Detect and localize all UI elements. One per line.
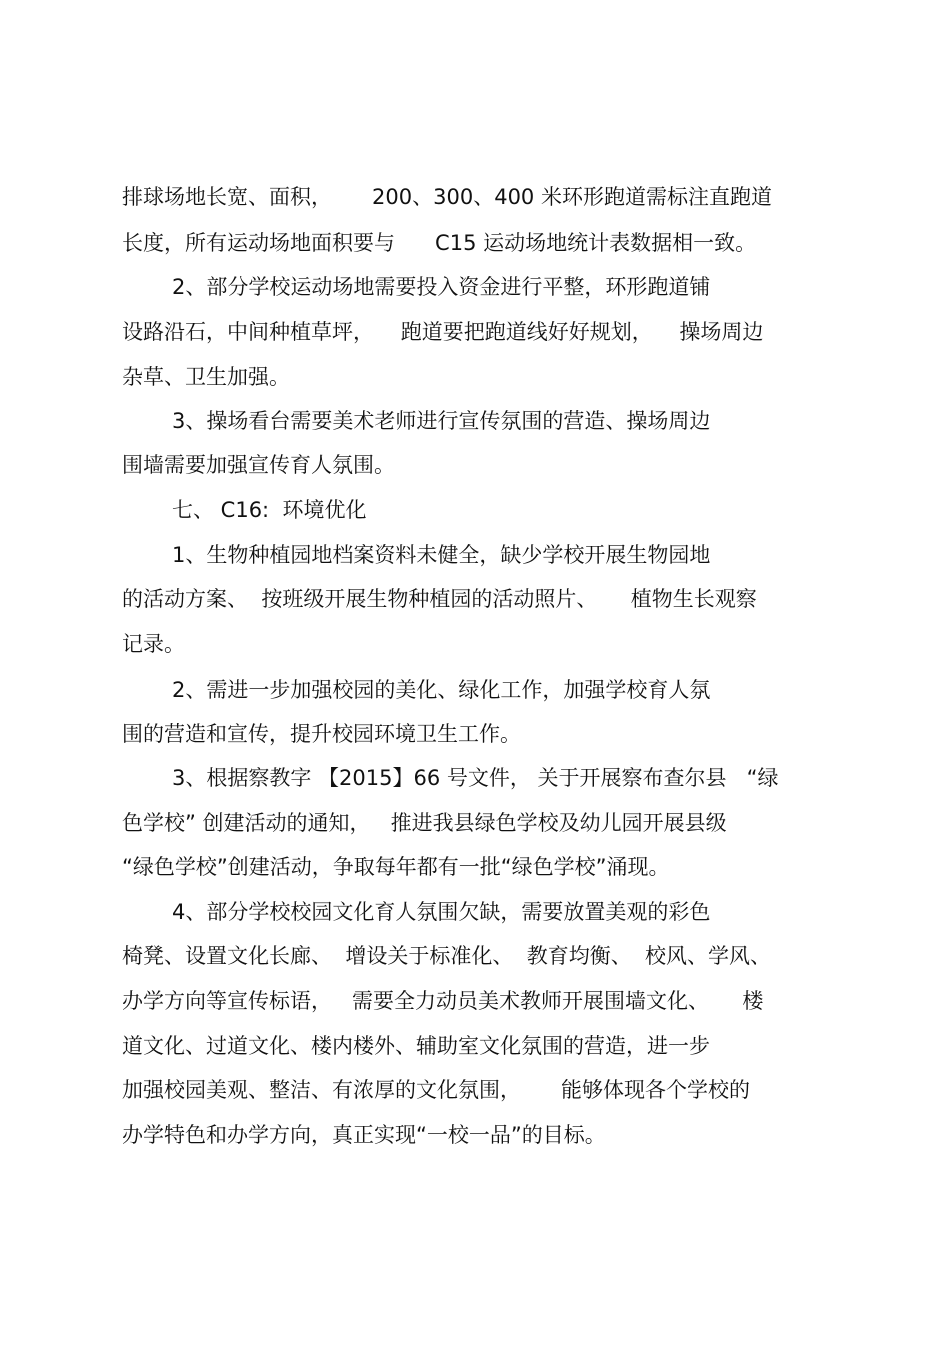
paragraph-start-line: 3、根据察教字 【2015】66 号文件， 关于开展察布查尔县 “绿	[172, 766, 779, 790]
text-line: 办学特色和办学方向，真正实现“一校一品”的目标。	[122, 1123, 606, 1147]
text-line: 杂草、卫生加强。	[122, 365, 290, 389]
text-line: 的活动方案、 按班级开展生物种植园的活动照片、 植物生长观察	[122, 587, 757, 611]
text-line: 色学校” 创建活动的通知， 推进我县绿色学校及幼儿园开展县级	[122, 811, 727, 835]
paragraph-start-line: 2、需进一步加强校园的美化、绿化工作，加强学校育人氛	[172, 678, 711, 702]
paragraph-start-line: 1、生物种植园地档案资料未健全，缺少学校开展生物园地	[172, 543, 711, 567]
paragraph-start-line: 4、部分学校校园文化育人氛围欠缺，需要放置美观的彩色	[172, 900, 711, 924]
text-line: 记录。	[122, 632, 185, 656]
text-line: 设路沿石，中间种植草坪， 跑道要把跑道线好好规划， 操场周边	[122, 320, 764, 344]
text-line: 排球场地长宽、面积， 200、300、400 米环形跑道需标注直跑道	[122, 185, 772, 209]
text-line: 围的营造和宣传，提升校园环境卫生工作。	[122, 722, 521, 746]
text-line: 加强校园美观、整洁、有浓厚的文化氛围， 能够体现各个学校的	[122, 1078, 751, 1102]
text-line: 道文化、过道文化、楼内楼外、辅助室文化氛围的营造，进一步	[122, 1034, 710, 1058]
text-line: 椅凳、设置文化长廊、 增设关于标准化、 教育均衡、 校风、学风、	[122, 944, 772, 968]
text-line: 长度，所有运动场地面积要与 C15 运动场地统计表数据相一致。	[122, 231, 757, 255]
section-heading: 七、 C16: 环境优化	[172, 498, 367, 522]
paragraph-start-line: 2、部分学校运动场地需要投入资金进行平整，环形跑道铺	[172, 275, 711, 299]
text-line: 办学方向等宣传标语， 需要全力动员美术教师开展围墙文化、 楼	[122, 989, 764, 1013]
text-line: 围墙需要加强宣传育人氛围。	[122, 453, 395, 477]
text-line: “绿色学校”创建活动，争取每年都有一批“绿色学校”涌现。	[122, 855, 670, 879]
paragraph-start-line: 3、操场看台需要美术老师进行宣传氛围的营造、操场周边	[172, 409, 711, 433]
